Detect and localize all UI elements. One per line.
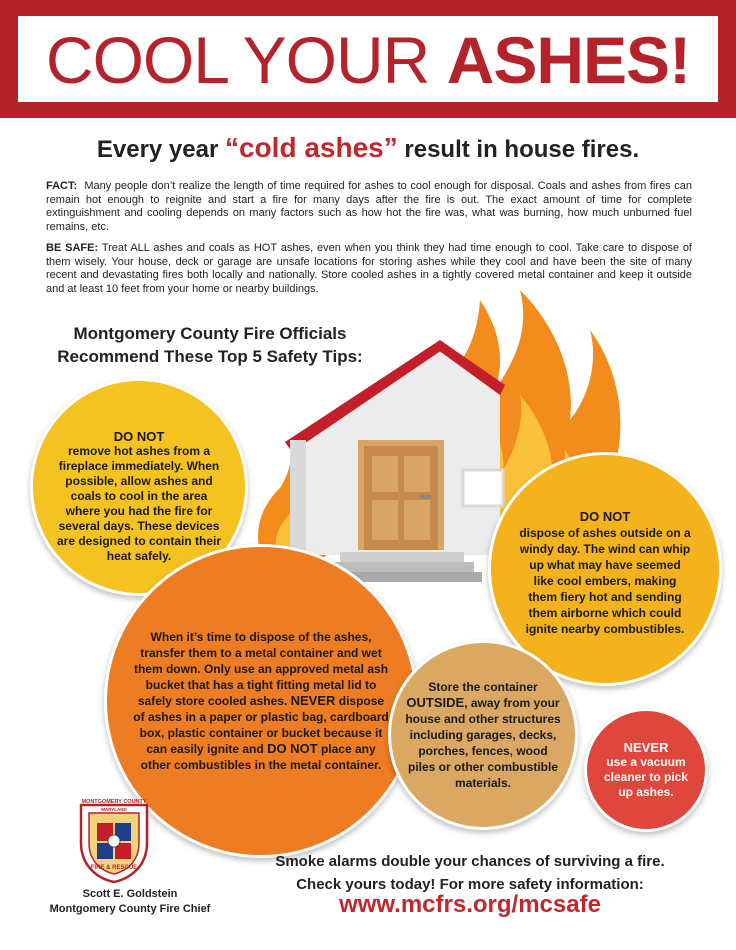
tip2-emphasis: DO NOT	[579, 509, 631, 524]
tip4-text-a: Store the container	[428, 680, 538, 694]
safety-website-link[interactable]: www.mcfrs.org/mcsafe	[339, 891, 601, 918]
seal-top-text: MONTGOMERY COUNTY	[81, 799, 147, 805]
tip1-emphasis: DO NOT	[113, 428, 165, 444]
tip1-text: remove hot ashes from a fireplace immediately. When possible, allow ashes and coals to cool in the area where you had the fire for several days. These devices are designed to contain their heat safely.	[56, 443, 222, 563]
fact-text: Many people don’t realize the length of time required for ashes to cool enough for disposal. Coals and ashes from fires can remain hot enough to reignite and start a fire for many days after the fire is out. The exact amount of time for complete extinguishment and cooling depends on many factors such as how hot the fire was, what was burning, how much unburned fuel remains, etc.	[46, 180, 692, 233]
be-safe-lead: BE SAFE:	[46, 242, 99, 254]
chief-name: Scott E. Goldstein	[82, 888, 178, 900]
tip3-text-b: dispose of ashes in a paper or plastic bag, cardboard box, plastic container or bucket because it can easily ignite and	[133, 694, 389, 756]
subtitle-after: result in house fires.	[397, 136, 640, 163]
seal-state-text: MARYLAND	[101, 807, 127, 812]
tip-circle-3	[104, 544, 418, 858]
chief-title: Montgomery County Fire Chief	[49, 903, 211, 915]
house-icon	[285, 340, 505, 582]
tips-heading-line2: Recommend These Top 5 Safety Tips:	[57, 347, 363, 366]
tip-circle-5	[584, 708, 708, 832]
tip3-do-not: DO NOT	[267, 741, 318, 756]
fact-lead: FACT:	[46, 180, 78, 192]
subtitle-before: Every year	[96, 136, 225, 163]
fire-rescue-seal-icon	[77, 795, 151, 883]
tip5-emphasis: NEVER	[623, 740, 669, 755]
title-bold: ASHES!	[446, 23, 691, 97]
tip3-never: NEVER	[290, 693, 336, 708]
tips-heading-line1: Montgomery County Fire Officials	[73, 324, 347, 343]
tip4-text-b: , away from your house and other structures including garages, decks, porches, fences, wood piles or other combustible materials.	[405, 696, 561, 790]
tip4-outside: OUTSIDE	[406, 695, 465, 710]
tip5-text: use a vacuum cleaner to pick up ashes.	[603, 755, 689, 799]
footer-smoke-alarm-line: Smoke alarms double your chances of surviving a fire.	[275, 853, 665, 870]
tip-circle-4	[388, 640, 578, 830]
title-light: COOL YOUR	[45, 23, 447, 97]
be-safe-text: Treat ALL ashes and coals as HOT ashes, even when you think they had time enough to cool. Take care to dispose of them wisely. Your house, deck or garage are unsafe locations for storing ashes while they cool and have been the site of many recent and devastating fires both locally and nationally. Store cooled ashes in a tightly covered metal container and keep it outside and at least 10 feet from your home or nearby buildings.	[46, 242, 692, 295]
tip3-text-c: place any other combustibles in the metal container.	[140, 742, 382, 772]
footer-check-line: Check yours today! For more safety information:	[296, 876, 644, 893]
seal-bottom-text: FIRE & RESCUE	[90, 865, 138, 871]
tip3-text-a: When it’s time to dispose of the ashes, transfer them to a metal container and wet them down. Only use an approved metal ash bucket that has a tight fitting metal lid to safely store cooled ashes.	[133, 630, 389, 708]
tip2-text: dispose of ashes outside on a windy day. The wind can whip up what may have seemed like cool embers, making them fiery hot and sending them airborne which could ignite nearby combustibles.	[519, 526, 691, 636]
subtitle-highlight: “cold ashes”	[224, 132, 398, 163]
